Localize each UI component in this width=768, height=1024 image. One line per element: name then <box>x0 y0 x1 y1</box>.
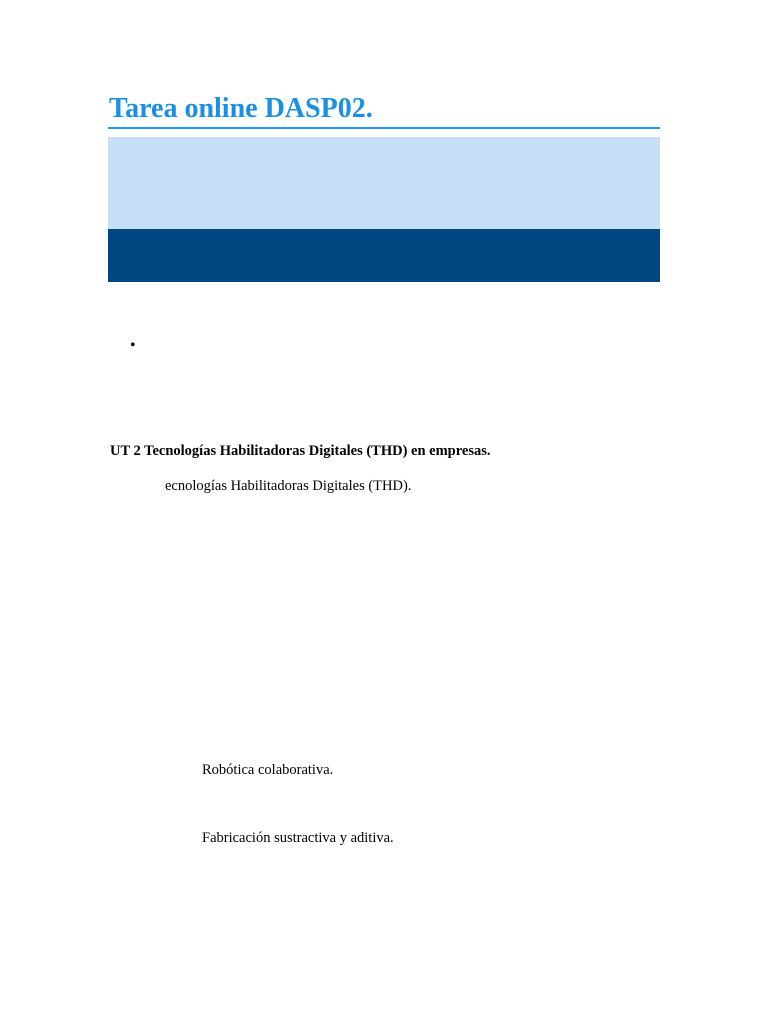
banner-dark-band <box>108 229 660 282</box>
list-item-fabricacion: Fabricación sustractiva y aditiva. <box>202 830 394 846</box>
title-underline <box>108 127 660 129</box>
banner-light-band <box>108 137 660 229</box>
document-title: Tarea online DASP02. <box>109 93 373 124</box>
list-item-robotica: Robótica colaborativa. <box>202 762 334 778</box>
unit-heading: UT 2 Tecnologías Habilitadoras Digitales (THD) en empresas. <box>110 443 491 459</box>
subtopic-text: ecnologías Habilitadoras Digitales (THD). <box>165 478 412 494</box>
bullet-point: • <box>130 337 136 354</box>
